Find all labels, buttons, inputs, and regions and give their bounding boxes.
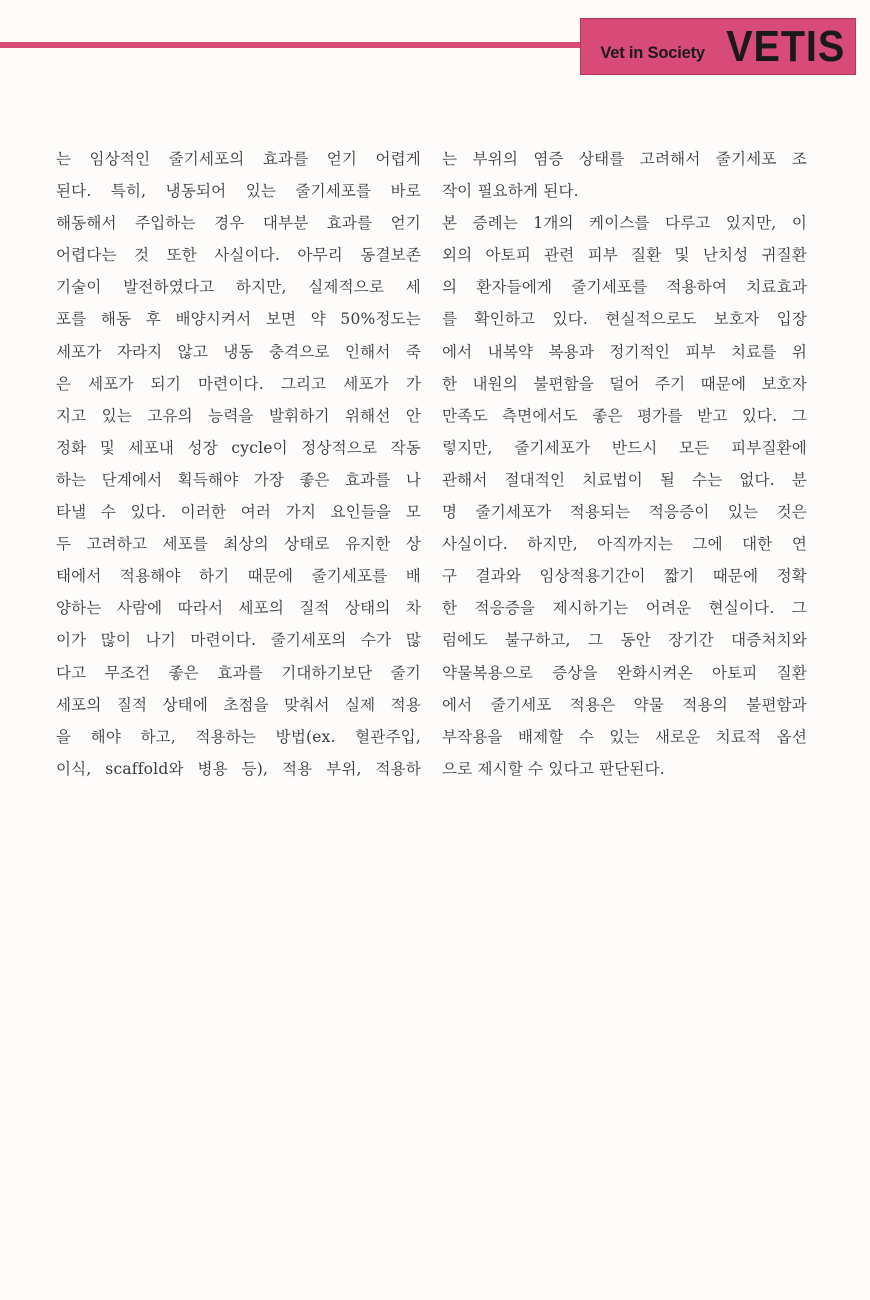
text-line: 를 확인하고 있다. 현실적으로도 보호자 입장	[442, 310, 807, 329]
text-line: 정화 및 세포내 성장 cycle이 정상적으로 작동	[56, 438, 421, 457]
section-header-badge	[580, 18, 856, 75]
text-line: 지고 있는 고유의 능력을 발휘하기 위해선 안	[56, 406, 421, 425]
text-line: 이가 많이 나기 마련이다. 줄기세포의 수가 많	[56, 631, 421, 650]
text-line: 한 적응증을 제시하기는 어려운 현실이다. 그	[442, 599, 807, 618]
text-line: 작이 필요하게 된다.	[442, 182, 579, 201]
text-line: 는 부위의 염증 상태를 고려해서 줄기세포 조	[442, 150, 807, 168]
text-line: 태에서 적용해야 하기 때문에 줄기세포를 배	[56, 567, 421, 586]
text-line: 관해서 절대적인 치료법이 될 수는 없다. 분	[442, 470, 807, 489]
text-line: 다고 무조건 좋은 효과를 기대하기보단 줄기	[56, 663, 421, 682]
text-line: 으로 제시할 수 있다고 판단된다.	[442, 759, 665, 778]
left-text-column	[56, 143, 421, 785]
text-line: 세포가 자라지 않고 냉동 충격으로 인해서 죽	[56, 342, 421, 361]
text-line: 포를 해동 후 배양시켜서 보면 약 50%정도는	[56, 310, 421, 329]
text-line: 을 해야 하고, 적용하는 방법(ex. 혈관주입,	[56, 727, 421, 746]
header-logo: VETIS	[726, 21, 845, 71]
text-line: 는 임상적인 줄기세포의 효과를 얻기 어렵게	[56, 150, 421, 168]
text-line: 해동해서 주입하는 경우 대부분 효과를 얻기	[56, 214, 421, 233]
text-line: 약물복용으로 증상을 완화시켜온 아토피 질환	[442, 663, 807, 682]
text-line: 럼에도 불구하고, 그 동안 장기간 대증처치와	[442, 631, 807, 650]
text-line: 한 내원의 불편함을 덜어 주기 때문에 보호자	[442, 374, 807, 393]
text-line: 구 결과와 임상적용기간이 짧기 때문에 정확	[442, 567, 807, 586]
text-line: 기술이 발전하였다고 하지만, 실제적으로 세	[56, 278, 421, 297]
text-line: 에서 줄기세포 적용은 약물 적용의 불편함과	[442, 695, 807, 714]
header-rule	[0, 42, 585, 48]
text-line: 하는 단계에서 획득해야 가장 좋은 효과를 나	[56, 470, 421, 489]
text-line: 이식, scaffold와 병용 등), 적용 부위, 적용하	[56, 759, 421, 778]
text-line: 두 고려하고 세포를 최상의 상태로 유지한 상	[56, 535, 421, 554]
text-line: 양하는 사람에 따라서 세포의 질적 상태의 차	[56, 599, 421, 618]
text-line: 본 증례는 1개의 케이스를 다루고 있지만, 이	[442, 214, 807, 233]
text-line: 세포의 질적 상태에 초점을 맞춰서 실제 적용	[56, 695, 421, 714]
right-text-column	[442, 143, 807, 785]
text-line: 명 줄기세포가 적용되는 적응증이 있는 것은	[442, 503, 807, 522]
text-line: 렇지만, 줄기세포가 반드시 모든 피부질환에	[442, 438, 807, 457]
text-line: 된다. 특히, 냉동되어 있는 줄기세포를 바로	[56, 182, 421, 201]
text-line: 외의 아토피 관련 피부 질환 및 난치성 귀질환	[442, 246, 807, 265]
text-line: 부작용을 배제할 수 있는 새로운 치료적 옵션	[442, 727, 807, 746]
text-line: 의 환자들에게 줄기세포를 적용하여 치료효과	[442, 278, 807, 297]
text-line: 에서 내복약 복용과 정기적인 피부 치료를 위	[442, 342, 807, 361]
text-line: 타낼 수 있다. 이러한 여러 가지 요인들을 모	[56, 503, 421, 522]
text-line: 사실이다. 하지만, 아직까지는 그에 대한 연	[442, 535, 807, 554]
text-line: 은 세포가 되기 마련이다. 그리고 세포가 가	[56, 374, 421, 393]
header-subtitle: Vet in Society	[600, 44, 705, 62]
text-line: 만족도 측면에서도 좋은 평가를 받고 있다. 그	[442, 406, 807, 425]
text-line: 어렵다는 것 또한 사실이다. 아무리 동결보존	[56, 246, 421, 265]
